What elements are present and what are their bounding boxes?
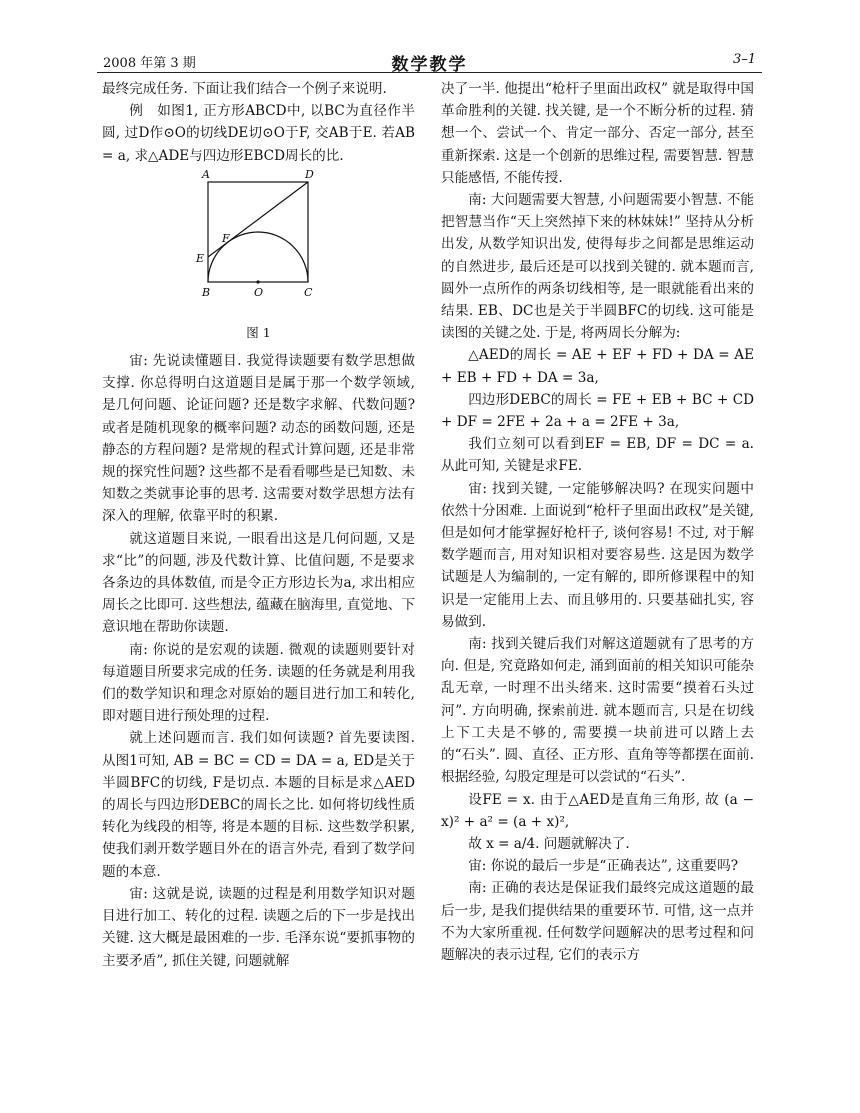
paragraph: 宙: 你说的最后一步是“正确表达”, 这重要吗? <box>468 858 739 875</box>
right-column <box>441 78 754 966</box>
paragraph: 最终完成任务. 下面让我们结合一个例子来说明. <box>102 81 387 97</box>
paragraph: 就这道题目来说, 一眼看出这是几何问题, 又是求“比”的问题, 涉及代数计算、比值问题, 不是要求各条边的具体数值, 而是令正方形边长为a, 求出相应周长之比即可. 这些想法, 蕴藏在脑海里, 直觉地、下意识地在帮助你读题. <box>102 530 415 636</box>
formula-triangle-perimeter: △AED的周长 = AE + EF + FD + DA = AE + EB + FD + DA = 3a, <box>441 347 754 386</box>
paragraph: 我们立刻可以看到EF = EB, DF = DC = a. 从此可知, 关键是求FE. <box>441 436 754 475</box>
paragraph: 宙: 先说读懂题目. 我觉得读题要有数学思想做支撑. 你总得明白这道题目是属于那一个数学领域, 是几何问题、论证问题? 还是数字求解、代数问题? 或者是随机现象的概率问题? 动态的函数问题, 还是静态的方程问题? 是常规的程式计算问题, 还是非常规的探究性问题? 这些都不是看看哪些是已知数、未知数之类就事论事的思考. 这需要对数学思想方法有深入的理解, 依靠平时的积累. <box>102 353 415 525</box>
solution-line: 故 x = a/4. 问题就解决了. <box>468 835 630 852</box>
paragraph: 南: 大问题需要大智慧, 小问题需要小智慧. 不能把智慧当作“天上突然掉下来的林妹妹!” 坚持从分析出发, 从数学知识出发, 使得每步之间都是思维运动的自然进步, 最后还是可以找到关键的. 就本题而言, 圆外一点所作的两条切线相等, 是一眼就能看出来的结果. EB、DC也是关于半圆BFC的切线. 这可能是读图的关键之处. 于是, 将两周长分解为: <box>441 192 754 342</box>
issue-label: 2008 年第 3 期 <box>103 56 196 71</box>
label-d: D <box>305 169 314 181</box>
label-b: B <box>202 285 211 299</box>
paragraph: 南: 正确的表达是保证我们最终完成这道题的最后一步, 是我们提供结果的重要环节. 可惜, 这一点并不为大家所重视. 任何数学问题解决的思考过程和问题解决的表示过程, 它们的表示方 <box>441 880 754 963</box>
figure-1 <box>102 170 415 320</box>
formula-quadrilateral-perimeter: 四边形DEBC的周长 = FE + EB + BC + CD + DF = 2FE + 2a + a = 2FE + 3a, <box>441 391 754 431</box>
center-point <box>256 280 259 283</box>
paragraph: 就上述问题而言. 我们如何读题? 首先要读图. 从图1可知, AB = BC = CD = DA = a, ED是关于半圆BFC的切线, F是切点. 本题的目标是求△AED的周长与四边形DEBC的周长之比. 如何将切线性质转化为线段的相等, 将是本题的目标. 这些数学积累, 使我们剥开数学题目外在的语言外壳, 看到了数学问题的本意. <box>102 730 415 880</box>
paragraph: 决了一半. 他提出“枪杆子里面出政权” 就是取得中国革命胜利的关键. 找关键, 是一个不断分析的过程. 猜想一个、尝试一个、肯定一部分、否定一部分, 甚至重新探索. 这是一个创新的思维过程, 需要智慧. 智慧只能感悟, 不能传授. <box>441 81 754 186</box>
paragraph: 宙: 找到关键, 一定能够解决吗? 在现实问题中依然十分困难. 上面说到“枪杆子里面出政权”是关键, 但是如何才能掌握好枪杆子, 谈何容易! 不过, 对于解数学题而言, 用对知识相对要容易些. 这是因为数学试题是人为编制的, 一定有解的, 即所修课程中的知识是一定能用上去、而且够用的. 只要基础扎实, 容易做到. <box>441 480 754 630</box>
label-c: C <box>304 285 313 299</box>
paragraph: 宙: 这就是说, 读题的过程是利用数学知识对题目进行加工、转化的过程. 读题之后的下一步是找出关键. 这大概是最困难的一步. 毛泽东说“要抓事物的主要矛盾”, 抓住关键, 问题就解 <box>102 885 415 969</box>
paragraph: 南: 你说的是宏观的读题. 微观的读题则要针对每道题目所要求完成的任务. 读题的任务就是利用我们的数学知识和理念对原始的题目进行加工和转化, 即对题目进行预处理的过程. <box>102 641 415 725</box>
left-column <box>102 78 415 972</box>
example-problem: 例 如图1, 正方形ABCD中, 以BC为直径作半圆, 过D作⊙O的切线DE切⊙O于F, 交AB于E. 若AB = a, 求△ADE与四边形EBCD周长的比. <box>102 103 415 164</box>
label-f: F <box>222 231 230 245</box>
paragraph: 南: 找到关键后我们对解这道题就有了思考的方向. 但是, 究竟路如何走, 涌到面前的相关知识可能杂乱无章, 一时理不出头绪来. 这时需要“摸着石头过河”. 方向明确, 探索前进. 就本题而言, 只是在切线上下工夫是不够的, 需要摸一块前进可以踏上去的“石头”. 圆、直径、正方形、直角等等都摆在面前. 根据经验, 勾股定理是可以尝试的“石头”. <box>441 636 754 786</box>
page-number: 3–1 <box>732 52 756 67</box>
journal-title: 数学教学 <box>391 55 468 75</box>
paragraph: 设FE = x. 由于△AED是直角三角形, 故 (a − x)² + a² = (a + x)², <box>441 791 754 830</box>
label-o: O <box>254 285 264 299</box>
label-e: E <box>196 251 205 265</box>
geometry-diagram <box>188 170 328 318</box>
label-a: A <box>202 169 210 181</box>
figure-caption: 图 1 <box>246 324 271 340</box>
page-header <box>97 50 762 73</box>
